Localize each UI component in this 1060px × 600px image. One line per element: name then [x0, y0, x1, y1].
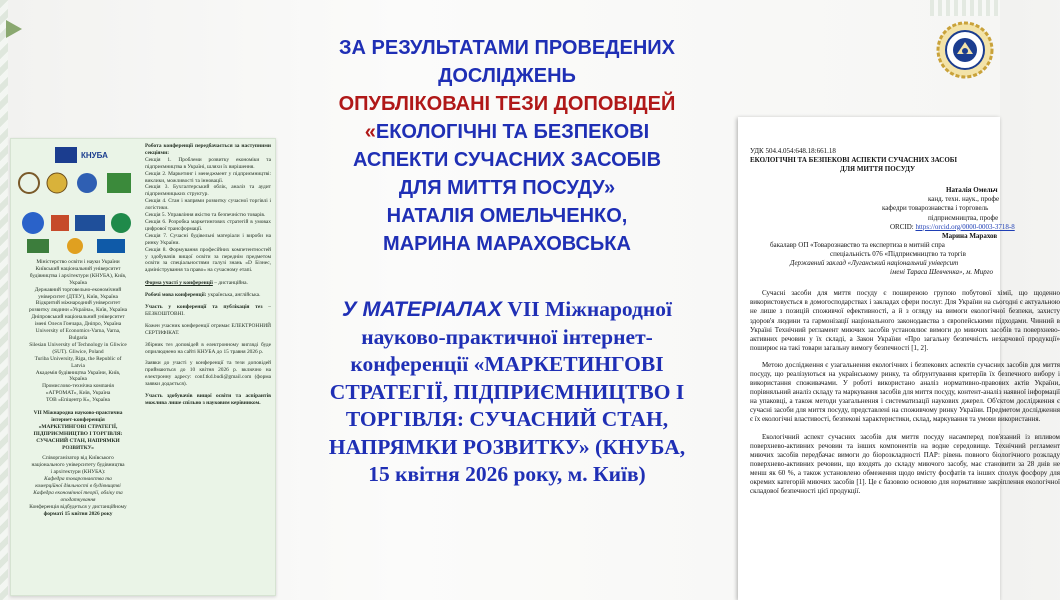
materials-line-1 [276, 296, 738, 324]
partner-logo-7-icon [111, 213, 131, 233]
collection-note: Збірник тез доповідей в електронному вигляді буде оприлюднено на сайті КНУБА до 15 травня 2026 р. [145, 341, 271, 355]
article-author-1-department: кафедри товарознавства і торговель [882, 204, 989, 213]
article-author-1-department-2: підприємництва, профе [928, 213, 999, 222]
agromat-logo-icon [27, 239, 49, 253]
lang-value: українська, англійська. [207, 292, 261, 299]
section-item: Секція 3. Бухгалтерський облік, аналіз та аудит підприємницьких структур. [145, 184, 271, 198]
title-line-5: АСПЕКТИ СУЧАСНИХ ЗАСОБІВ [352, 149, 662, 171]
article-author-1-orcid [750, 223, 1050, 232]
conference-note-line: Конференція відбудеться у дистанційному [29, 503, 127, 510]
organizer-line: «АГРОМАТ», Київ, Україна [45, 390, 111, 397]
decorative-top-stripe [930, 0, 1000, 16]
article-author-2-info-1: бакалавр ОП «Товарознавство та експертиза в митній спра [770, 240, 945, 249]
organizer-line: ТОВ «Епіцентр К», Україна [46, 397, 110, 404]
form-label: Форма участі у конференції [145, 280, 213, 287]
conference-note-line: Співорганізатор від Київського [42, 455, 114, 462]
section-item: Секція 1. Проблеми розвитку економіки та підприємництва в Україні, шляхи їх вирішення. [145, 156, 271, 170]
conference-title-line: СУЧАСНИЙ СТАН, НАПРЯМКИ [36, 437, 120, 444]
article-title-line-2: ДЛЯ МИТТЯ ПОСУДУ [840, 165, 916, 174]
section-item: Секція 6. Розробка маркетингових стратегій в умовах цифрової трансформації. [145, 218, 271, 232]
conference-brochure [10, 138, 276, 596]
organizer-line: Silesian University of Technology in Gliwice [29, 341, 127, 348]
partner-logo-5-icon [22, 212, 44, 234]
form-of-participation [145, 280, 271, 287]
orcid-label: ORCID: [890, 222, 916, 231]
organizer-line: Відкритий міжнародний університет [35, 300, 121, 307]
materials-line-2: науково-практичної інтернет- [361, 324, 653, 349]
article-title-line-1: ЕКОЛОГІЧНІ ТА БЕЗПЕКОВІ АСПЕКТИ СУЧАСНИХ ЗАСОБІ [750, 156, 958, 165]
title-line-6: ДЛЯ МИТТЯ ПОСУДУ» [398, 177, 616, 199]
article-preview [738, 117, 1060, 600]
organizer-line: (SUT). Gliwice, Poland [52, 348, 104, 355]
partner-logo-2-icon [47, 173, 67, 193]
partner-logo-3-icon [77, 173, 97, 193]
organizer-line: Україна [69, 279, 87, 286]
materials-line-3: конференції «МАРКЕТИНГОВІ [350, 352, 664, 376]
conference-title-block [17, 410, 139, 451]
section-item: Секція 4. Стан і напрями розвитку сучасної торгівлі і логістики. [145, 198, 271, 212]
epicentr-logo-icon [97, 239, 125, 253]
knuba-logo-text: КНУБА [81, 151, 108, 160]
organizer-line: будівництва і архітектури (КНУБА), Київ, [29, 272, 127, 279]
organizer-line: University of Economics-Varna, Varna, [35, 328, 121, 335]
section-item: Секція 7. Сучасні будівельні матеріали і вироби на ринку України. [145, 232, 271, 246]
working-languages [145, 292, 271, 299]
article-author-2-institution-1: Державний заклад «Луганський національний університ [790, 259, 959, 268]
conference-note-line: національного університету будівництва [31, 462, 125, 469]
turiba-logo-icon [75, 215, 105, 231]
article-paragraph-3: Екологічний аспект сучасних засобів для миття посуду насамперед пов'язаний із впливом поверхнево-активних речовин та інших компонентів на водне середовище. Технічний регламент миючих засобів передбачає вимоги до біорозкладності ПАР: рівень повного біологічного розкладу поверхнево-активних речовин, що входять до складу миючого засобу, має становити за 28 днів не менш як 60 %, а також установлено обмеження щодо вмісту фосфатів та інших сполук фосфору для окремих категорій миючих засобів [1]. Це є базовою основою для нормативне закріплення екологічної складової безпечності цієї продукції. [750, 432, 1060, 496]
organizer-line: Україна [69, 376, 87, 383]
organizers-list [17, 259, 139, 404]
certificate-note: Кожен учасник конференції отримає ЕЛЕКТРОННИЙ СЕРТИФІКАТ. [145, 322, 271, 336]
knuba-logo-icon [55, 147, 77, 163]
partner-logo-6-icon [51, 215, 69, 231]
article-author-1-degree: канд. техн. наук., профе [928, 195, 1000, 204]
conference-title-line: інтернет-конференція [51, 416, 105, 423]
partner-logo-4-icon [107, 173, 131, 193]
section-item: Секція 2. Маркетинг і менеджмент у підприємництві: виклики, можливості та інновації. [145, 170, 271, 184]
brochure-left-column [17, 143, 139, 518]
arrow-right-icon [6, 20, 22, 38]
article-content [750, 147, 1060, 496]
university-emblem-icon [935, 20, 995, 80]
organizer-line: Дніпровський національний університет [31, 314, 125, 321]
sections-title: Робота конференції передбачається за наступними секціями: [145, 143, 271, 156]
quote-open: « [364, 121, 376, 143]
organizer-line: Промислово-технічна компанія [42, 383, 114, 390]
materials-line-7: 15 квітня 2026 року, м. Київ) [368, 462, 646, 486]
students-note: Участь здобувачів вищої освіти та аспірантів можлива лише спільно з науковим керівником. [145, 393, 271, 406]
orcid-link[interactable]: https://orcid.org/0000-0003-3718-8 [915, 222, 1015, 231]
conference-note-line: Кафедра економічної теорії, обліку та [33, 490, 123, 496]
organizer-line: розвитку людини «Україна», Київ, Україна [28, 307, 128, 314]
lang-label: Робочі мова конференції: [145, 292, 207, 299]
article-paragraph-1: Сучасні засоби для миття посуду є поширеною групою побутової хімії, що щоденно використовується в домогосподарствах і закладах сфери послуг. Для України на сьогодні є актуальною не лише з позицій споживчої ефективності, а й з огляду на вимоги екологічної безпеки, захисту здоров'я людини та гармонізації національного законодавства з європейськими підходами. Чинний в Україні Технічний регламент миючих засобів установлює вимоги до миючих засобів та поверхнево-активних речовин у їх складі, а Закон України «Про загальну безпечність нехарчової продукції» поширює на такі товари загальну вимогу безпечності [1, 2]. [750, 289, 1060, 352]
article-author-2: Марина Марахов [942, 231, 998, 240]
partner-logo-1-icon [19, 173, 39, 193]
materials-line-4: СТРАТЕГІЇ, ПІДПРИЄМНИЦТВО І [329, 379, 685, 404]
materials-line-1-text: VII Міжнародної [501, 297, 673, 321]
partner-logo-8-icon [67, 238, 83, 254]
materials-line-6: НАПРЯМКИ РОЗВИТКУ» (КНУБА, [328, 434, 686, 459]
materials-block [276, 296, 738, 489]
organizer-line: Міністерство освіти і науки України [36, 259, 120, 265]
title-line-4-text: ЕКОЛОГІЧНІ ТА БЕЗПЕКОВІ [375, 121, 650, 143]
form-value: – дистанційна. [214, 280, 248, 287]
materials-lead: У МАТЕРІАЛАХ [341, 297, 502, 321]
partner-logos-graphic [17, 143, 139, 259]
brochure-right-column [145, 143, 271, 407]
organizer-line: Bulgaria [68, 334, 88, 341]
organizer-line: Turiba University, Riga, the Republic of [34, 355, 122, 362]
conference-title-line: РОЗВИТКУ» [62, 444, 94, 451]
article-udc: УДК 504.4.054:648.18:661.18 [750, 147, 836, 155]
article-author-2-info-2: спеціальність 076 «Підприємництво та торгів [830, 249, 966, 258]
article-author-1: Наталія Омельч [946, 186, 998, 195]
article-author-2-institution-2: імені Тараса Шевченка», м. Мирго [890, 268, 993, 277]
organizer-line: Київський національний університет [35, 265, 121, 272]
conference-note-line: Кафедра товарознавства та [44, 476, 112, 483]
article-paragraph-2: Метою дослідження є узагальнення екологічних і безпекових аспектів сучасних засобів для миття посуду, що реалізуються на українському ринку, та обґрунтування критеріїв їх безпечного вибору і використання споживачами. У роботі використано аналіз нормативно-правових актів України, порівняльний аналіз складу та маркування засобів для миття посуду, контент-аналіз наявної інформації на упаковці, а також методи узагальнення і систематизації наукових джерел. Об'єктом дослідження є сучасні засоби для миття посуду, представлені на споживчому ринку України. Предметом дослідження є їх екологічні властивості, безпекові характеристики, склад, маркування та умови використання. [750, 360, 1060, 424]
participation-fee [145, 304, 271, 318]
materials-line-5: ТОРГІВЛЯ: СУЧАСНИЙ СТАН, [345, 407, 669, 431]
fee-label: Участь у конференції та публікація тез [145, 304, 263, 311]
conference-title-line: VII Міжнародна науково-практична [33, 410, 123, 417]
conference-title-line: ПІДПРИЄМНИЦТВО І ТОРГІВЛЯ: [33, 430, 123, 437]
organizer-line: університет (ДТЕУ), Київ, Україна [38, 293, 118, 300]
title-line-3: ОПУБЛІКОВАНІ ТЕЗИ ДОПОВІДЕЙ [338, 93, 676, 115]
conference-note-line: оподаткування [60, 496, 96, 503]
partner-logos [17, 143, 139, 259]
conference-note-line: комерційної діяльності в будівництві [35, 483, 121, 490]
organizer-line: імені Олеся Гончара, Дніпро, Україна [34, 321, 122, 328]
title-line-4 [276, 118, 738, 146]
fee-value: – БЕЗКОШТОВНІ. [145, 304, 271, 317]
conference-note-line: і архітектури (КНУБА): [50, 469, 106, 476]
conference-note-line: форматі 15 квітня 2026 року [43, 510, 113, 517]
conference-notes [17, 455, 139, 517]
publication-title-block [276, 34, 738, 258]
author-line-1: НАТАЛІЯ ОМЕЛЬЧЕНКО, [386, 205, 628, 227]
title-line-2: ДОСЛІДЖЕНЬ [438, 65, 576, 87]
title-line-1: ЗА РЕЗУЛЬТАТАМИ ПРОВЕДЕНИХ [339, 37, 675, 59]
organizer-line: Latvia [71, 362, 85, 369]
section-item: Секція 8. Формування професійних компетентностей у здобувачів вищої освіти за переднім предметом освіти за спеціальностями галузі знань «D Бізнес, адміністрування та право» на сучасному етапі. [145, 246, 271, 274]
conference-title-line: «МАРКЕТИНГОВІ СТРАТЕГІЇ, [38, 423, 118, 430]
organizer-line: Державний торговельно-економічний [34, 286, 122, 293]
decorative-left-stripe [0, 0, 8, 600]
author-line-2: МАРИНА МАРАХОВСЬКА [383, 233, 631, 255]
organizer-line: Академія будівництва України, Київ, [35, 369, 121, 376]
deadline-note: Заявки до участі у конференції та тези доповідей приймаються до 10 квітня 2026 р. включно на електронну адресу: conf.tkd.budi@gmail.com (форма заявки додається). [145, 360, 271, 388]
section-item: Секція 5. Управління якістю та безпечністю товарів. [145, 212, 266, 219]
